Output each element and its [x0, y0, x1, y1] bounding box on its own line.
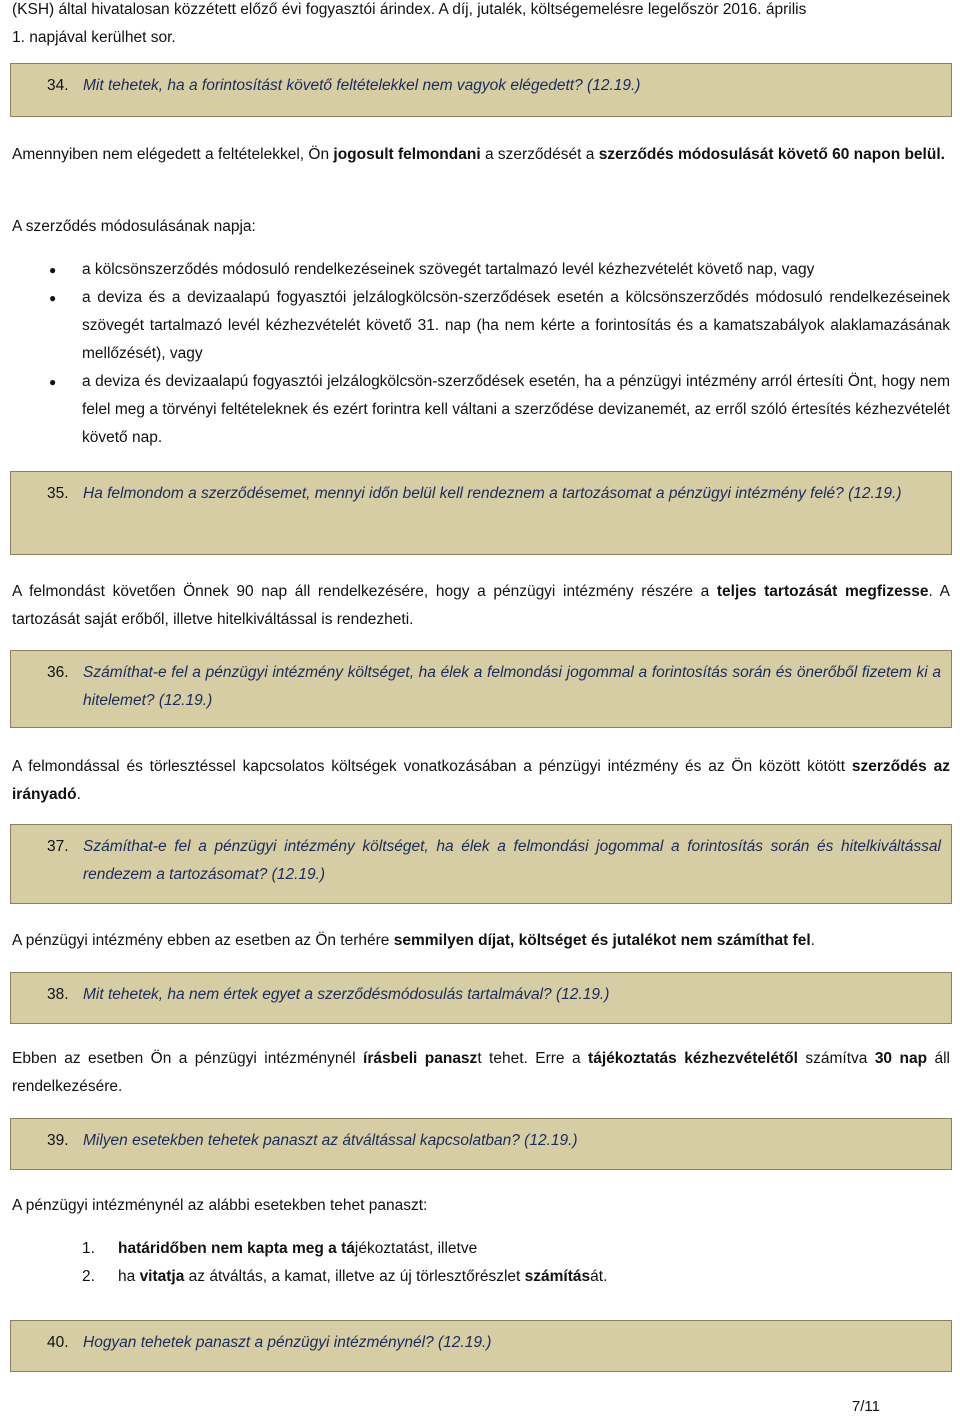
- question-number: 39.: [47, 1132, 69, 1149]
- question-text: Mit tehetek, ha nem értek egyet a szerződésmódosulás tartalmával? (12.19.): [83, 986, 610, 1003]
- question-number: 34.: [47, 77, 69, 94]
- list-item: ● a deviza és a devizaalapú fogyasztói jelzálogkölcsön-szerződések esetén a kölcsönszerződés módosuló rendelkezéseinek szövegét tartalmazó levél kézhezvételét követő 31. nap (ha nem kérte a forintosítás és a kamatszabályok alaklamazásának mellőzését), vagy: [12, 284, 950, 368]
- question-box-38: [10, 972, 952, 1024]
- question-text: Számíthat-e fel a pénzügyi intézmény költséget, ha élek a felmondási jogommal a forintosítás során és hitelkiváltással rendezem a tartozásomat? (12.19.): [83, 838, 941, 883]
- question-box-35: [10, 471, 952, 555]
- question-number: 38.: [47, 986, 69, 1003]
- question-box-36: [10, 650, 952, 728]
- bullet-icon: ●: [49, 375, 57, 389]
- answer-37-paragraph: A pénzügyi intézmény ebben az esetben az Ön terhére semmilyen díjat, költséget és jutalékot nem számíthat fel.: [12, 932, 815, 949]
- bullet-icon: ●: [49, 291, 57, 305]
- question-box-40: [10, 1320, 952, 1372]
- answer-34-subheading: A szerződés módosulásának napja:: [12, 218, 256, 235]
- answer-34-bullet-list: [12, 256, 950, 452]
- question-text: Számíthat-e fel a pénzügyi intézmény költséget, ha élek a felmondási jogommal a forintosítás során és önerőből fizetem ki a hitelemet? (12.19.): [83, 664, 941, 709]
- question-number: 36.: [47, 664, 69, 681]
- answer-38-paragraph: Ebben az esetben Ön a pénzügyi intézménynél írásbeli panaszt tehet. Erre a tájékoztatás kézhezvételétől számítva 30 nap áll rendelkezésére.: [12, 1050, 950, 1095]
- question-box-39: [10, 1118, 952, 1170]
- question-text: Mit tehetek, ha a forintosítást követő feltételekkel nem vagyok elégedett? (12.19.): [83, 77, 641, 94]
- list-item: 1. határidőben nem kapta meg a tájékoztatást, illetve: [82, 1240, 478, 1257]
- answer-39-numbered-list: [12, 1235, 950, 1291]
- page-number: 7/11: [851, 1398, 880, 1415]
- question-box-37: [10, 824, 952, 904]
- question-text: Hogyan tehetek panaszt a pénzügyi intézménynél? (12.19.): [83, 1334, 492, 1351]
- question-text: Milyen esetekben tehetek panaszt az átváltással kapcsolatban? (12.19.): [83, 1132, 578, 1149]
- question-text: Ha felmondom a szerződésemet, mennyi időn belül kell rendeznem a tartozásomat a pénzügyi intézmény felé? (12.19.): [83, 485, 902, 502]
- question-number: 35.: [47, 485, 69, 502]
- list-item: 2. ha vitatja az átváltás, a kamat, illetve az új törlesztőrészlet számítását.: [82, 1268, 608, 1285]
- question-box-34: [10, 63, 952, 117]
- answer-36-paragraph: A felmondással és törlesztéssel kapcsolatos költségek vonatkozásában a pénzügyi intézmény és az Ön között kötött szerződés az irányadó.: [12, 758, 950, 803]
- bullet-icon: ●: [49, 263, 57, 277]
- answer-39-intro: A pénzügyi intézménynél az alábbi esetekben tehet panaszt:: [12, 1197, 428, 1214]
- question-number: 37.: [47, 838, 69, 855]
- top-continuation: (KSH) által hivatalosan közzétett előző évi fogyasztói árindex. A díj, jutalék, költségemelésre legelőször 2016. április 1. napjával kerülhet sor.: [12, 1, 807, 46]
- answer-34-paragraph: Amennyiben nem elégedett a feltételekkel, Ön jogosult felmondani a szerződését a szerződés módosulását követő 60 napon belül.: [12, 146, 945, 163]
- list-item: ● a deviza és devizaalapú fogyasztói jelzálogkölcsön-szerződések esetén, ha a pénzügyi intézmény arról értesíti Önt, hogy nem felel meg a törvényi feltételeknek és ezért forintra kell váltani a szerződése devizanemét, az erről szóló értesítés kézhezvételét követő nap.: [12, 368, 950, 452]
- answer-35-paragraph: A felmondást követően Önnek 90 nap áll rendelkezésére, hogy a pénzügyi intézmény részére a teljes tartozását megfizesse. A tartozását saját erőből, illetve hitelkiváltással is rendezheti.: [12, 583, 950, 628]
- list-item: ● a kölcsönszerződés módosuló rendelkezéseinek szövegét tartalmazó levél kézhezvételét követő nap, vagy: [12, 256, 950, 284]
- question-number: 40.: [47, 1334, 69, 1351]
